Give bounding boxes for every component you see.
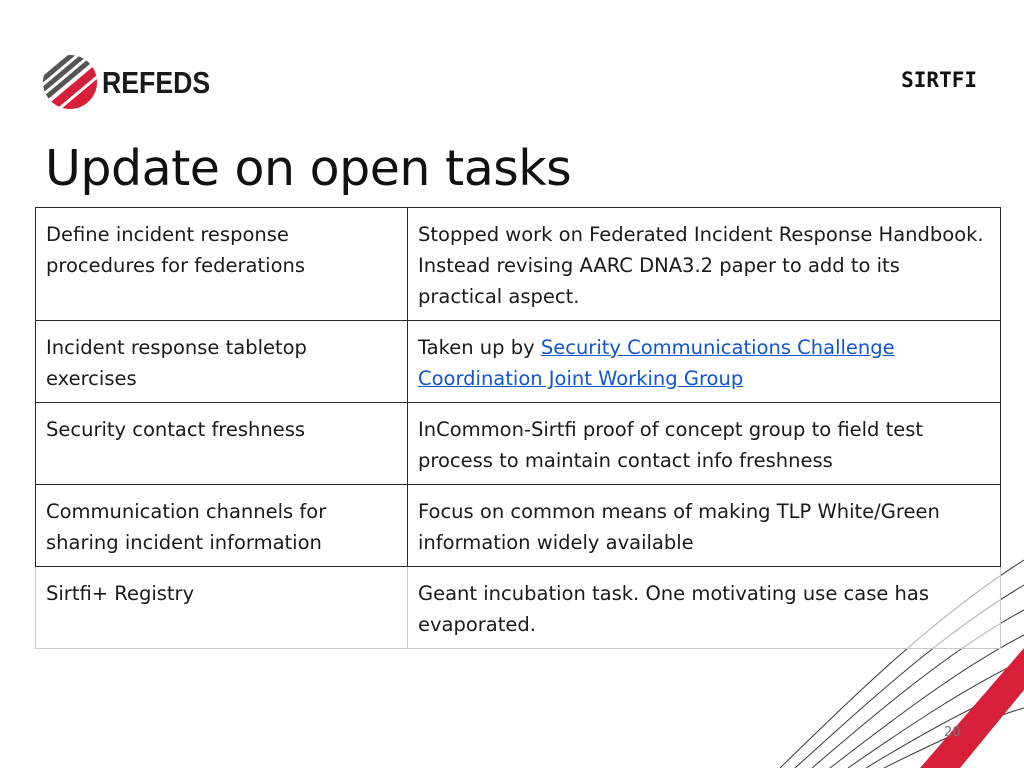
table-row: [36, 485, 1001, 567]
task-cell: Security contact freshness: [36, 403, 408, 485]
status-cell: Focus on common means of making TLP White/Green information widely available: [408, 485, 1001, 567]
section-label: SIRTFI: [901, 68, 977, 92]
table-row: [36, 567, 1001, 649]
logo-wordmark: REFEDS: [102, 65, 211, 100]
task-cell: Incident response tabletop exercises: [36, 321, 408, 403]
status-cell: Geant incubation task. One motivating use case has evaporated.: [408, 567, 1001, 649]
table-row: [36, 403, 1001, 485]
page-number: 20: [944, 725, 961, 740]
refeds-logo-mark-icon: [42, 54, 98, 110]
tasks-table: [35, 207, 1001, 649]
task-cell: Define incident response procedures for federations: [36, 208, 408, 321]
status-cell: InCommon-Sirtfi proof of concept group to field test process to maintain contact info freshness: [408, 403, 1001, 485]
table-row: [36, 208, 1001, 321]
working-group-link[interactable]: Security Communications Challenge Coordination Joint Working Group: [418, 336, 895, 390]
status-text: Taken up by: [418, 336, 541, 359]
refeds-logo: [42, 54, 222, 114]
task-cell: Communication channels for sharing incident information: [36, 485, 408, 567]
table-row: [36, 321, 1001, 403]
task-cell: Sirtfi+ Registry: [36, 567, 408, 649]
page-title: Update on open tasks: [45, 140, 572, 197]
status-cell: [408, 321, 1001, 403]
status-cell: Stopped work on Federated Incident Response Handbook. Instead revising AARC DNA3.2 paper to add to its practical aspect.: [408, 208, 1001, 321]
